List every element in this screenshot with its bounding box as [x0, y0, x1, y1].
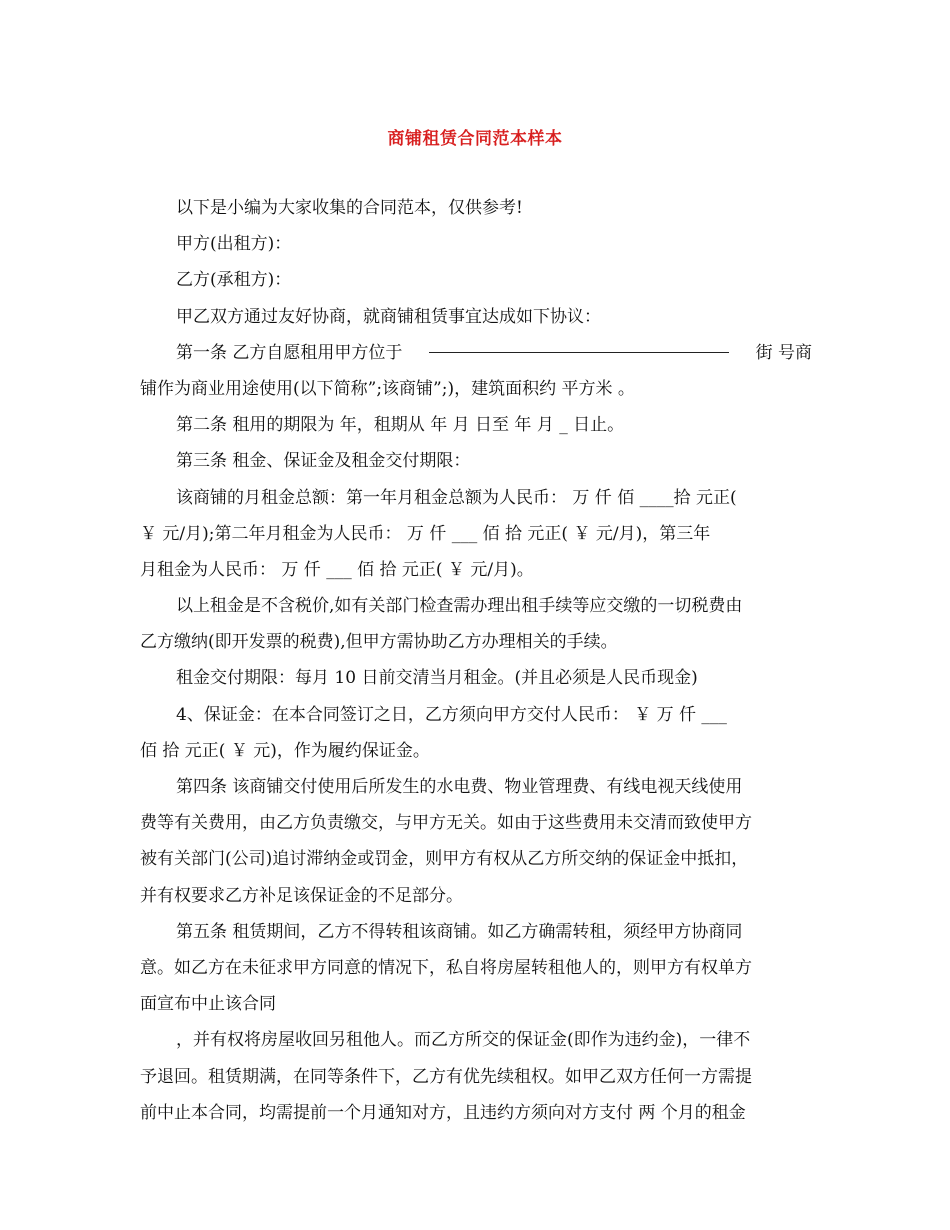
agreement-line: 甲乙双方通过友好协商，就商铺租赁事宜达成如下协议： — [176, 306, 601, 327]
document-title: 商铺租赁合同范本样本 — [387, 129, 563, 149]
article-5-line-1: 第五条 租赁期间，乙方不得转租该商铺。如乙方确需转租，须经甲方协商同 — [176, 921, 743, 942]
document-body — [140, 190, 812, 1131]
party-a-line: 甲方(出租方)： — [176, 234, 292, 255]
article-5-line-3: 面宣布中止该合同 — [140, 994, 276, 1015]
intro-line: 以下是小编为大家收集的合同范本，仅供参考! — [176, 198, 523, 218]
article-1-suffix: 街 号商 — [755, 342, 812, 363]
rent-line-2: ￥ 元/月);第二年月租金为人民币： 万 仟 ___ 佰 拾 元正( ￥ 元/月)，第三年 — [140, 523, 711, 544]
article-4-line-3: 被有关部门(公司)追讨滞纳金或罚金，则甲方有权从乙方所交纳的保证金中抵扣， — [140, 849, 749, 870]
article-1-line-1 — [140, 335, 812, 371]
address-blank — [429, 335, 729, 353]
article-5-line-5: 予退回。租赁期满，在同等条件下，乙方有优先续租权。如甲乙双方任何一方需提 — [140, 1066, 752, 1087]
deposit-line-2: 佰 拾 元正( ￥ 元)，作为履约保证金。 — [140, 740, 430, 761]
payment-deadline-line: 租金交付期限：每月 10 日前交清当月租金。(并且必须是人民币现金) — [176, 668, 698, 689]
article-5-line-6: 前中止本合同，均需提前一个月通知对方，且违约方须向对方支付 两 个月的租金 — [140, 1102, 746, 1123]
article-1-line-2: 铺作为商业用途使用(以下简称”;该商铺”;)，建筑面积约 平方米 。 — [140, 378, 635, 399]
article-1-prefix: 第一条 乙方自愿租用甲方位于 — [176, 342, 403, 363]
rent-line-1: 该商铺的月租金总额：第一年月租金总额为人民币： 万 仟 佰 ____拾 元正( — [176, 487, 737, 508]
deposit-line-1: 4、保证金：在本合同签订之日，乙方须向甲方交付人民币： ￥ 万 仟 ___ — [176, 704, 727, 725]
article-5-line-4: ，并有权将房屋收回另租他人。而乙方所交的保证金(即作为违约金)，一律不 — [176, 1030, 751, 1051]
article-5-line-2: 意。如乙方在未征求甲方同意的情况下，私自将房屋转租他人的，则甲方有权单方 — [140, 957, 752, 978]
rent-line-3: 月租金为人民币： 万 仟 ___ 佰 拾 元正( ￥ 元/月)。 — [140, 559, 534, 580]
article-4-line-1: 第四条 该商铺交付使用后所发生的水电费、物业管理费、有线电视天线使用 — [176, 777, 743, 797]
article-2-line: 第二条 租用的期限为 年，租期从 年 月 日至 年 月 _ 日止。 — [176, 415, 625, 436]
article-4-line-4: 并有权要求乙方补足该保证金的不足部分。 — [140, 885, 463, 906]
article-3-heading: 第三条 租金、保证金及租金交付期限： — [176, 451, 471, 472]
tax-line-2: 乙方缴纳(即开发票的税费),但甲方需协助乙方办理相关的手续。 — [140, 632, 618, 653]
article-4-line-2: 费等有关费用，由乙方负责缴交，与甲方无关。如由于这些费用未交清而致使甲方 — [140, 813, 752, 834]
tax-line-1: 以上租金是不含税价,如有关部门检查需办理出租手续等应交缴的一切税费由 — [176, 596, 743, 617]
party-b-line: 乙方(承租方)： — [176, 270, 292, 291]
